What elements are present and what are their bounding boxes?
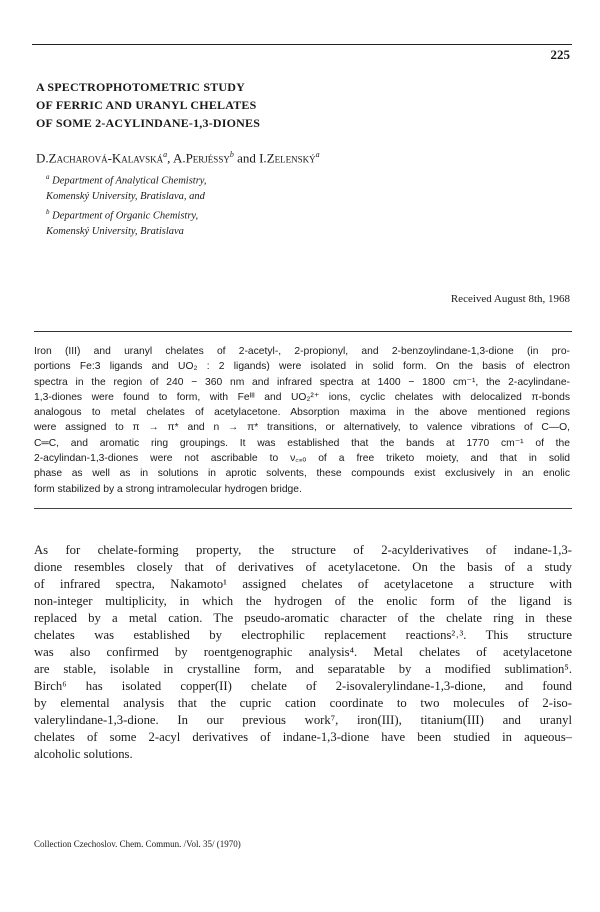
author-name: Perjéssy <box>185 150 230 166</box>
affiliation-mark: a <box>163 150 168 159</box>
affiliations <box>46 170 207 239</box>
affiliation-line <box>46 205 207 224</box>
affiliation-mark: b <box>229 150 234 159</box>
abstract <box>34 344 570 497</box>
body-line: As for chelate-forming property, the structure of 2-acylderivatives of indane-1,3- <box>34 543 572 557</box>
affiliation-text: Komenský University, Bratislava, and <box>46 191 205 202</box>
affiliation-line <box>46 224 207 240</box>
body-paragraph <box>34 542 572 763</box>
journal-footer: Collection Czechoslov. Chem. Commun. /Vol. 35/ (1970) <box>34 839 241 849</box>
affiliation-mark: a <box>315 150 320 159</box>
author-separator: and I. <box>233 150 267 166</box>
affiliation-text: Department of Analytical Chemistry, <box>49 175 207 187</box>
body-line: are stable, isolable in crystalline form, and separatable by a modified sublimation⁵. <box>34 662 572 676</box>
abstract-line: 2-acylindan-1,3-diones were not ascribable to ν꜀₌ₒ of a free triketo moiety, and that in solid <box>34 453 570 465</box>
author-initial: D. <box>36 150 49 166</box>
title-line: OF FERRIC AND URANYL CHELATES <box>36 98 257 112</box>
abstract-line: spectra in the region of 240 − 360 nm and infrared spectra at 1400 − 1800 cm⁻¹, the 2-acylindane- <box>34 376 570 388</box>
title-line: A SPECTROPHOTOMETRIC STUDY <box>36 80 246 94</box>
abstract-bottom-rule <box>34 508 572 509</box>
header-rule <box>32 44 572 45</box>
received-date: Received August 8th, 1968 <box>450 293 570 305</box>
article-title <box>36 78 436 132</box>
abstract-line: form stabilized by a strong intramolecular hydrogen bridge. <box>34 483 302 495</box>
body-line: alcoholic solutions. <box>34 747 133 761</box>
affiliation-mark: b <box>46 207 50 216</box>
abstract-line: portions Fe:3 ligands and UO₂ : 2 ligands) were isolated in solid form. On the basis of electron <box>34 361 570 373</box>
body-line: of infrared spectra, Nakamoto¹ assigned chelates of acetylacetone a structure with <box>34 577 572 591</box>
body-line: chelates of some 2-acyl derivatives of indane-1,3-dione have been studied in aqueous– <box>34 730 572 744</box>
abstract-line: 1,3-diones were found to form, with Feᴵᴵᴵ and UO₂²⁺ ions, cyclic chelates with delocalized π-bonds <box>34 391 570 403</box>
abstract-line: were assigned to π → π* and n → π* transitions, or alternatively, to valence vibrations of C—O, <box>34 422 570 434</box>
author-name: Zacharová-Kalavská <box>48 150 164 166</box>
affiliation-line <box>46 189 207 205</box>
author-name: Zelenský <box>266 150 316 166</box>
abstract-line: Iron (III) and uranyl chelates of 2-acetyl-, 2-propionyl, and 2-benzoylindane-1,3-dione (in pro- <box>34 346 570 357</box>
page-number: 225 <box>550 47 570 62</box>
affiliation-line <box>46 170 207 189</box>
abstract-line: phase as well as in solutions in aprotic solvents, these compounds exist exclusively in an enolic <box>34 468 570 480</box>
body-line: by elemental analysis that the cupric cation coordinate to two molecules of 2-iso- <box>34 696 572 710</box>
body-line: replaced by a metal cation. The pseudo-aromatic character of the chelate ring in these <box>34 611 572 625</box>
author-separator: , A. <box>167 150 186 166</box>
abstract-top-rule <box>34 331 572 332</box>
body-line: non-integer multiplicity, in which the hydrogen of the enolic form of the ligand is <box>34 594 572 608</box>
affiliation-mark: a <box>46 173 50 181</box>
title-line: OF SOME 2-ACYLINDANE-1,3-DIONES <box>36 116 261 130</box>
body-line: was also confirmed by roentgenographic analysis⁴. Metal chelates of acetylacetone <box>34 645 572 659</box>
body-line: Birch⁶ has isolated copper(II) chelate of 2-isovalerylindane-1,3-dione, and found <box>34 679 572 693</box>
abstract-line: C═C, and aromatic ring groupings. It was established that the bands at 1770 cm⁻¹ of the <box>34 437 570 449</box>
abstract-line: analogous to metal chelates of acetylacetone. Absorption maxima in the above mentioned regions <box>34 407 570 419</box>
body-line: chelates was established by electrophilic replacement reactions²˒³. This structure <box>34 628 572 642</box>
body-line: dione resembles closely that of derivatives of acetylacetone. On the basis of a study <box>34 560 572 574</box>
affiliation-text: Department of Organic Chemistry, <box>49 210 199 221</box>
author-line <box>36 150 320 166</box>
affiliation-text: Komenský University, Bratislava <box>46 225 184 237</box>
body-line: valerylindane-1,3-dione. In our previous work⁷, iron(III), titanium(III) and uranyl <box>34 713 572 727</box>
